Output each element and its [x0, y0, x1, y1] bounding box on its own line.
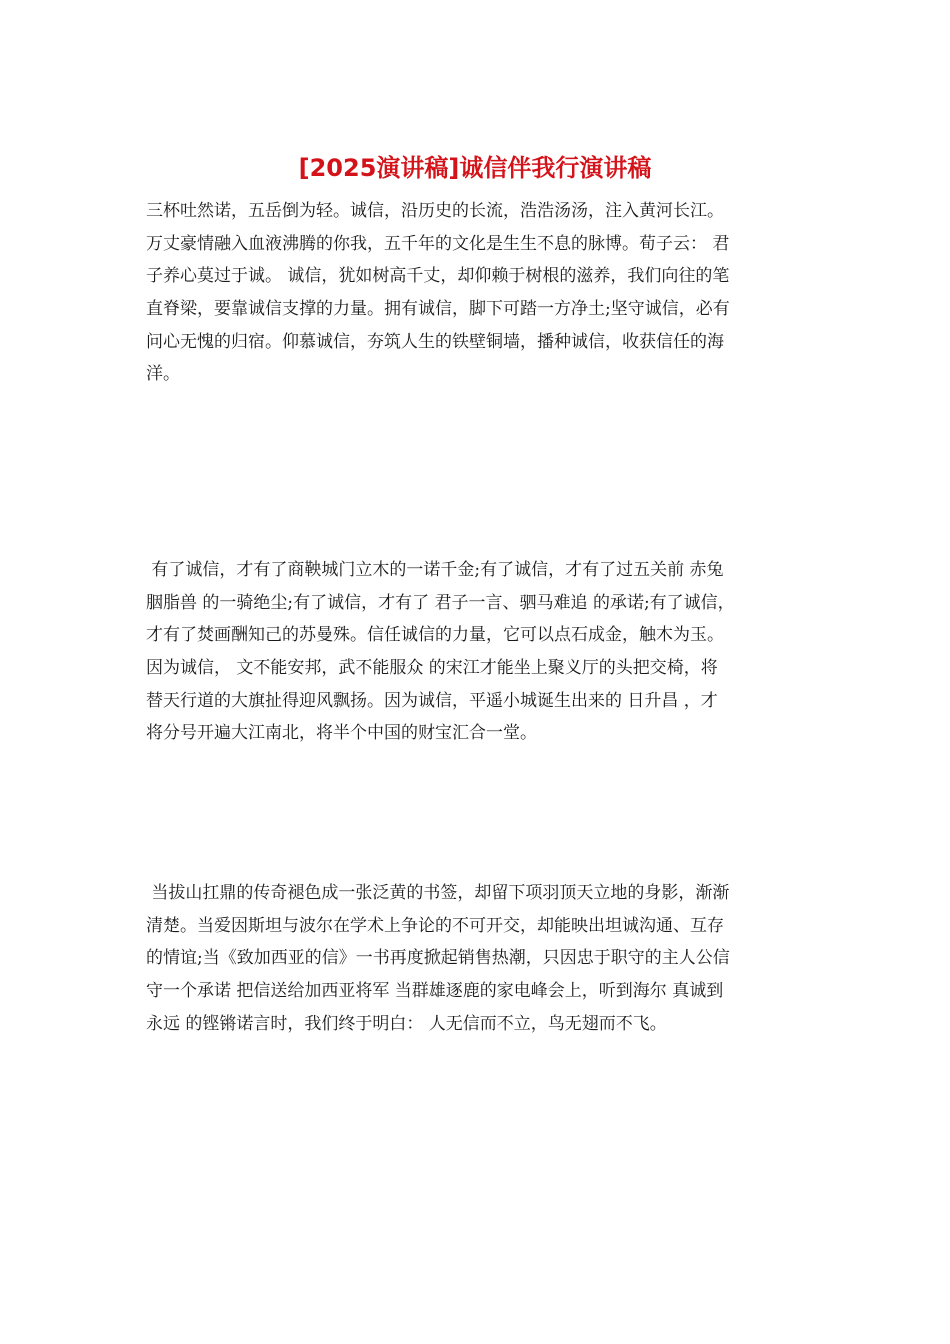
text-line: 直脊梁，要靠诚信支撑的力量。拥有诚信，脚下可踏一方净土;坚守诚信，必有 — [146, 299, 730, 320]
paragraph-1 — [146, 195, 814, 391]
text-line: 问心无愧的归宿。仰慕诚信，夯筑人生的铁壁铜墙，播种诚信，收获信任的海 — [146, 331, 724, 352]
paragraph-3 — [146, 877, 814, 1040]
text-line: 清楚。当爱因斯坦与波尔在学术上争论的不可开交，却能映出坦诚沟通、互存 — [146, 915, 724, 936]
paragraph-2 — [146, 554, 814, 750]
text-line: 洋。 — [146, 364, 180, 385]
text-line: 当拔山扛鼎的传奇褪色成一张泛黄的书签，却留下项羽顶天立地的身影，渐渐 — [146, 883, 730, 903]
document-title: [2025演讲稿]诚信伴我行演讲稿 — [298, 154, 652, 182]
text-line: 有了诚信，才有了商鞅城门立木的一诺千金;有了诚信，才有了过五关前 赤兔 — [146, 560, 724, 580]
text-line: 万丈豪情融入血液沸腾的你我，五千年的文化是生生不息的脉博。荀子云： 君 — [146, 233, 730, 254]
text-line: 因为诚信， 文不能安邦，武不能服众 的宋江才能坐上聚义厅的头把交椅，将 — [146, 658, 718, 679]
text-line: 胭脂兽 的一骑绝尘;有了诚信，才有了 君子一言、驷马难追 的承诺;有了诚信， — [146, 592, 735, 613]
text-line: 三杯吐然诺，五岳倒为轻。诚信，沿历史的长流，浩浩汤汤，注入黄河长江。 — [146, 201, 724, 221]
text-line: 守一个承诺 把信送给加西亚将军 当群雄逐鹿的家电峰会上，听到海尔 真诚到 — [146, 981, 724, 1002]
text-line: 才有了焚画酬知己的苏曼殊。信任诚信的力量，它可以点石成金，触木为玉。 — [146, 625, 724, 646]
text-line: 子养心莫过于诚。 诚信，犹如树高千丈，却仰赖于树根的滋养，我们向往的笔 — [146, 266, 730, 287]
text-line: 将分号开遍大江南北，将半个中国的财宝汇合一堂。 — [146, 723, 537, 744]
text-line: 替天行道的大旗扯得迎风飘扬。因为诚信，平遥小城诞生出来的 日升昌 ，才 — [146, 690, 718, 711]
text-line: 的情谊;当《致加西亚的信》一书再度掀起销售热潮，只因忠于职守的主人公信 — [146, 948, 730, 969]
text-line: 永远 的铿锵诺言时，我们终于明白： 人无信而不立，鸟无翅而不飞。 — [146, 1013, 667, 1034]
